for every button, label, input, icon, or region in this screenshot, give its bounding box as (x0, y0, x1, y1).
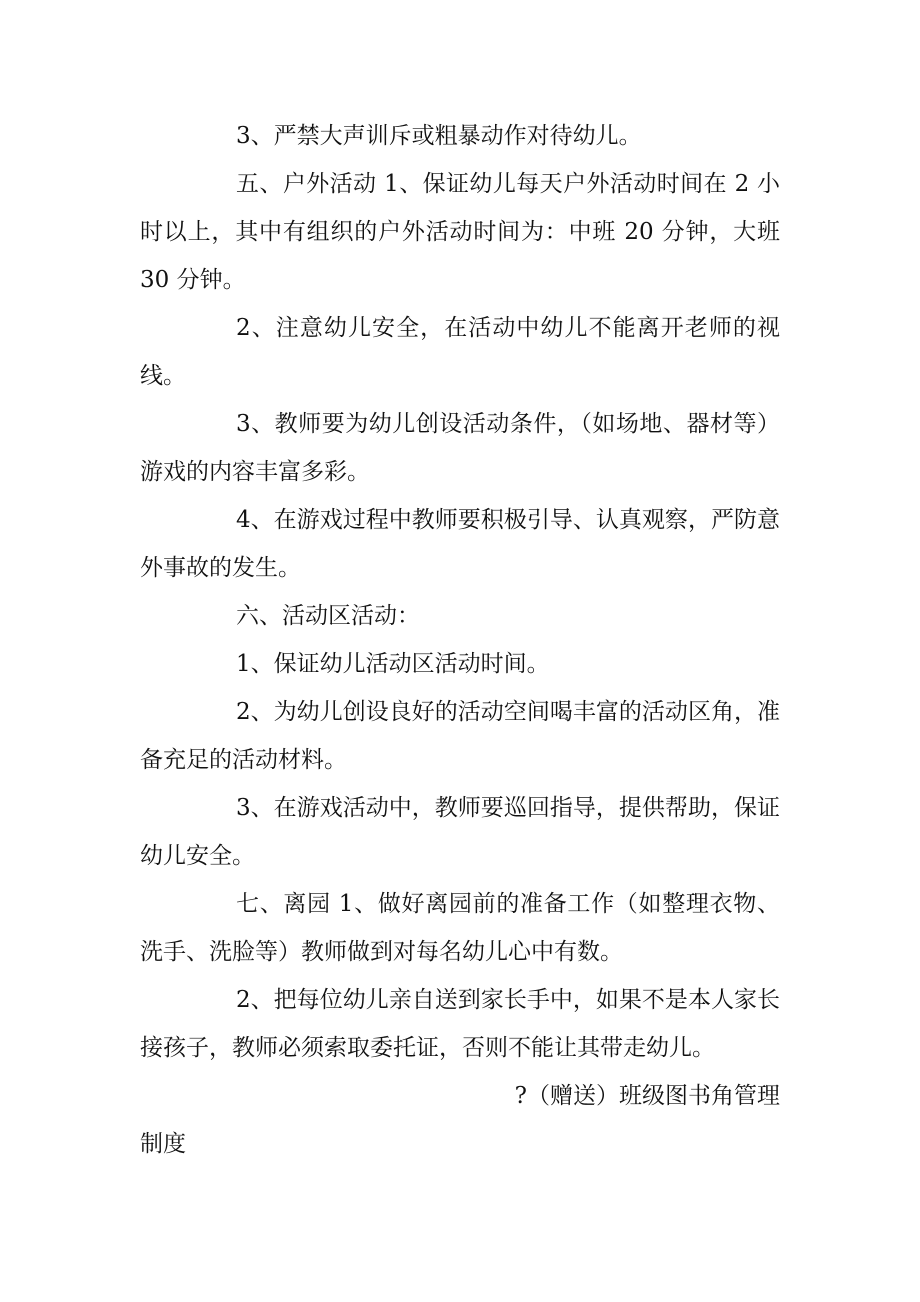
paragraph-parent-handover: 2、把每位幼儿亲自送到家长手中，如果不是本人家长接孩子，教师必须索取委托证，否则不能让其带走幼儿。 (140, 987, 780, 1061)
paragraph-leaving-preparation: 七、离园 1、做好离园前的准备工作（如整理衣物、洗手、洗脸等）教师做到对每名幼儿心中有数。 (140, 891, 780, 965)
trailer-title-line: ?（赠送）班级图书角管理 (514, 1083, 780, 1109)
paragraph-outdoor-safety: 2、注意幼儿安全，在活动中幼儿不能离开老师的视线。 (140, 315, 780, 389)
paragraph-activity-area-time: 1、保证幼儿活动区活动时间。 (236, 651, 550, 677)
trailer-title-continuation: 制度 (140, 1131, 186, 1157)
paragraph-activity-conditions: 3、教师要为幼儿创设活动条件，（如场地、器材等）游戏的内容丰富多彩。 (140, 411, 780, 485)
paragraph-patrol-guidance: 3、在游戏活动中，教师要巡回指导，提供帮助，保证幼儿安全。 (140, 795, 780, 869)
paragraph-game-guidance: 4、在游戏过程中教师要积极引导、认真观察，严防意外事故的发生。 (140, 507, 780, 581)
heading-activity-area: 六、活动区活动： (236, 603, 420, 629)
document-body (140, 112, 780, 1168)
paragraph-prohibit-scolding: 3、严禁大声训斥或粗暴动作对待幼儿。 (236, 123, 642, 149)
paragraph-activity-space: 2、为幼儿创设良好的活动空间喝丰富的活动区角，准备充足的活动材料。 (140, 699, 780, 773)
paragraph-outdoor-activity-time: 五、户外活动 1、保证幼儿每天户外活动时间在 2 小时以上，其中有组织的户外活动时间为：中班 20 分钟，大班 30 分钟。 (140, 171, 780, 293)
